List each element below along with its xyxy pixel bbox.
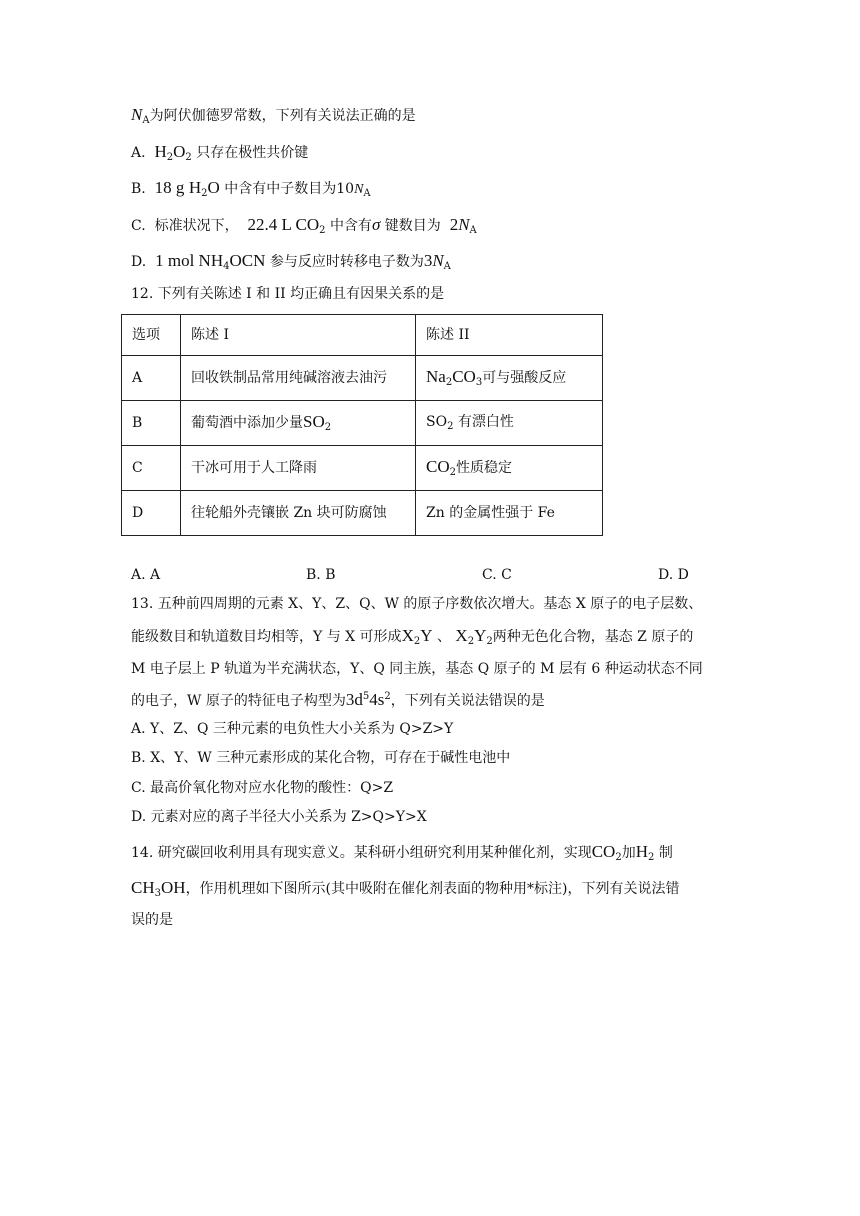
statement-2: $CO_2$性质稳定: [416, 446, 603, 491]
statement-2: $Na_2CO_3$可与强酸反应: [416, 356, 603, 401]
q12-stem: 12. 下列有关陈述 I 和 II 均正确且有因果关系的是: [131, 286, 445, 302]
statement-2: Zn 的金属性强于 Fe: [416, 491, 603, 536]
table-row: [122, 356, 603, 401]
statement-1: 往轮船外壳镶嵌 Zn 块可防腐蚀: [181, 491, 416, 536]
q13-option-d: D. 元素对应的离子半径大小关系为 Z>Q>Y>X: [131, 809, 427, 825]
q13-stem-line2: 能级数目和轨道数目均相等，Y 与 X 可形成$X_2Y$ 、 $X_2Y_2$两种无色化合物，基态 Z 原子的: [131, 626, 694, 647]
header-cell: 陈述 II: [416, 315, 603, 356]
statement-1: 葡萄酒中添加少量$SO_2$: [181, 401, 416, 446]
q11-option-b: B. 18 g $H_2O$ 中含有中子数目为$10N_A$: [131, 178, 371, 199]
header-cell: 选项: [122, 315, 181, 356]
table-row: [122, 446, 603, 491]
q11-option-c: C. 标准状况下， 22.4 L $CO_2$ 中含有σ 键数目为 $2N_A$: [131, 215, 477, 236]
table-row: [122, 491, 603, 536]
header-cell: 陈述 I: [181, 315, 416, 356]
row-option: D: [122, 491, 181, 536]
statement-2: $SO_2$ 有漂白性: [416, 401, 603, 446]
statement-1: 干冰可用于人工降雨: [181, 446, 416, 491]
q14-stem-line3: 误的是: [131, 912, 173, 928]
table-row: [122, 401, 603, 446]
q12-option-c: C. C: [482, 567, 512, 583]
table-header-row: [122, 315, 603, 356]
q13-stem-line3: M 电子层上 P 轨道为半充满状态，Y、Q 同主族，基态 Q 原子的 M 层有 6 种运动状态不同: [131, 661, 703, 677]
statement-1: 回收铁制品常用纯碱溶液去油污: [181, 356, 416, 401]
q14-stem-line1: 14. 研究碳回收利用具有现实意义。某科研小组研究利用某种催化剂，实现$CO_2$加$H_2$ 制: [131, 842, 673, 863]
q12-option-b: B. B: [306, 567, 336, 583]
row-option: B: [122, 401, 181, 446]
q12-table: [121, 314, 603, 536]
q13-stem-line4: 的电子，W 原子的特征电子构型为$3d^54s^2$，下列有关说法错误的是: [131, 690, 545, 709]
q13-option-c: C. 最高价氧化物对应水化物的酸性：Q>Z: [131, 780, 394, 796]
q13-option-b: B. X、Y、W 三种元素形成的某化合物，可存在于碱性电池中: [131, 750, 511, 766]
q11-option-a: A. $H_2O_2$ 只存在极性共价键: [131, 142, 309, 163]
q13-stem-line1: 13. 五种前四周期的元素 X、Y、Z、Q、W 的原子序数依次增大。基态 X 原子的电子层数、: [131, 596, 703, 612]
row-option: C: [122, 446, 181, 491]
row-option: A: [122, 356, 181, 401]
q14-stem-line2: $CH_3OH$，作用机理如下图所示(其中吸附在催化剂表面的物种用*标注)，下列有关说法错: [131, 878, 680, 899]
q13-option-a: A. Y、Z、Q 三种元素的电负性大小关系为 Q>Z>Y: [131, 721, 454, 737]
q11-option-d: D. 1 mol $NH_4OCN$ 参与反应时转移电子数为$3N_A$: [131, 251, 451, 272]
q11-stem: $N_A$为阿伏伽德罗常数，下列有关说法正确的是: [131, 105, 416, 126]
q12-option-a: A. A: [131, 567, 161, 583]
q12-option-d: D. D: [658, 567, 689, 583]
